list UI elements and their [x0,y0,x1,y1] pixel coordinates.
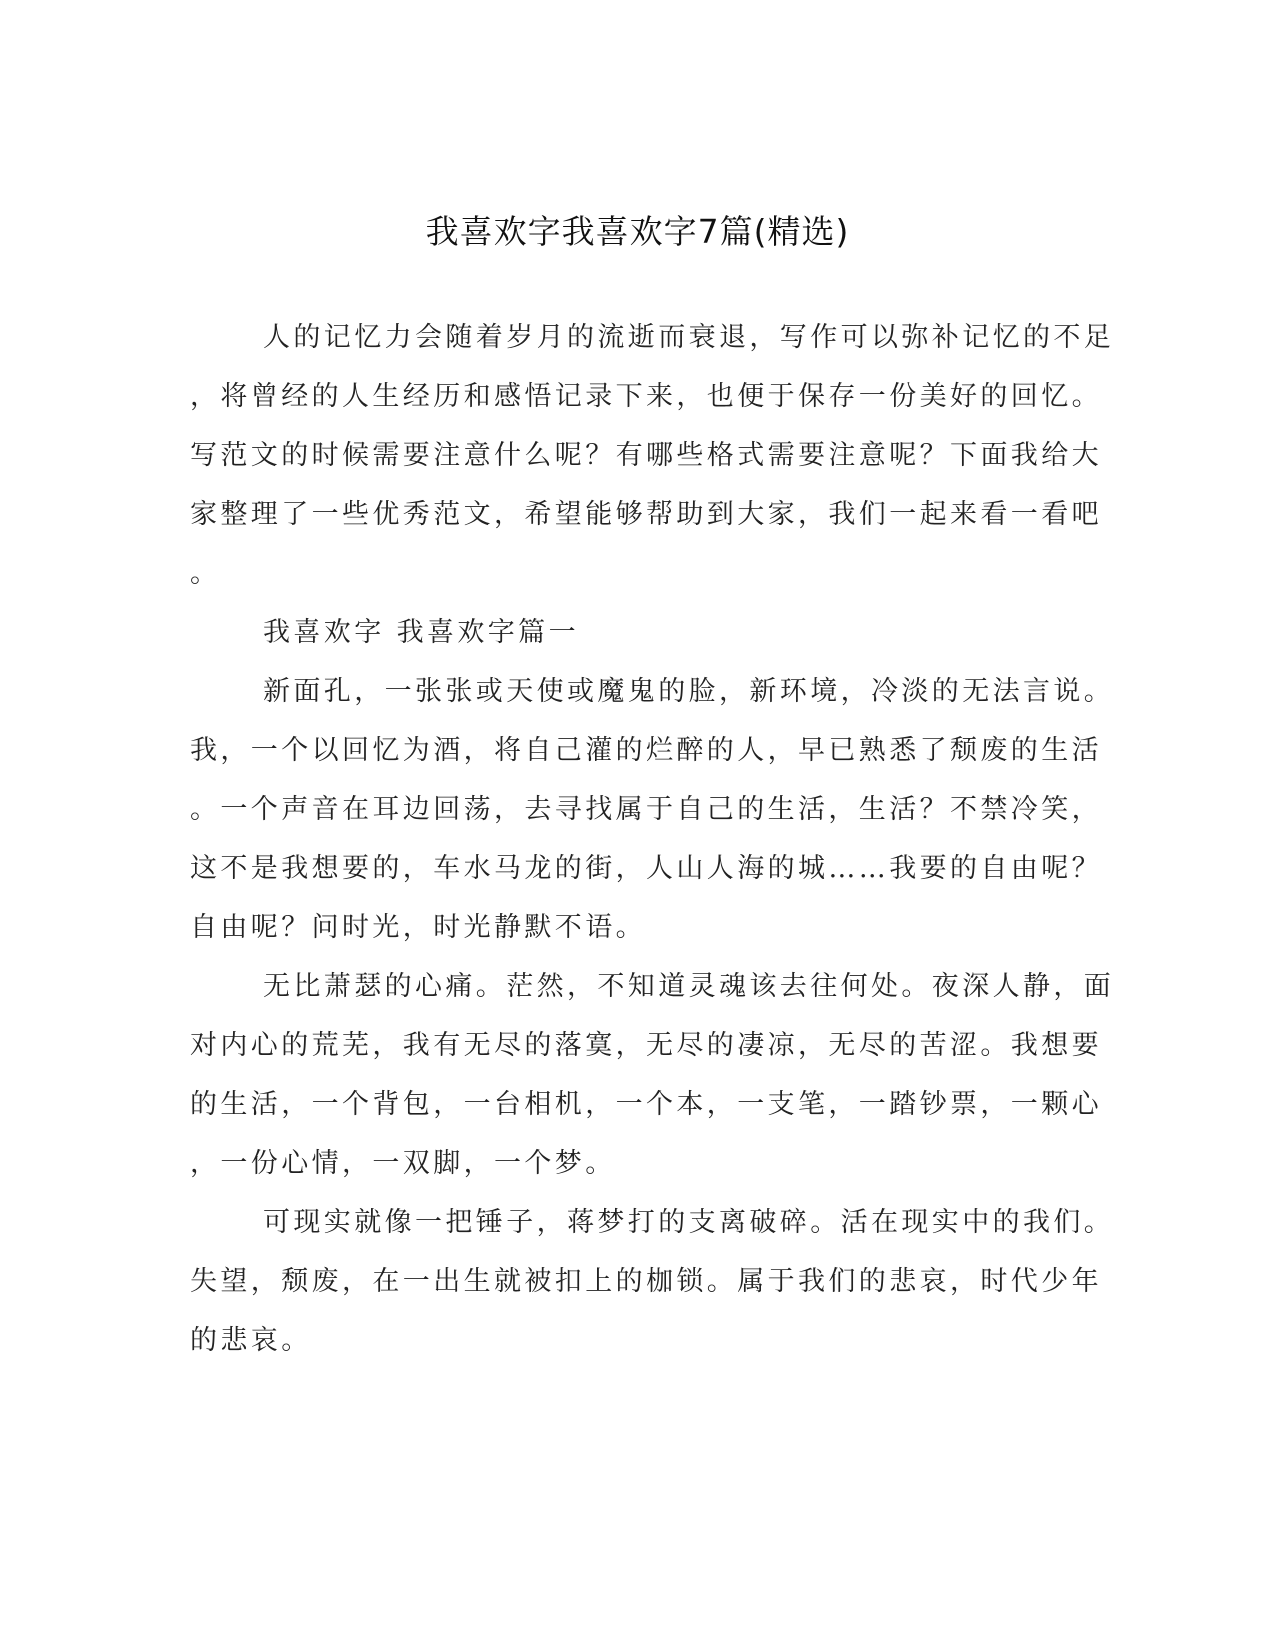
body-line: 可现实就像一把锤子，蒋梦打的支离破碎。活在现实中的我们。 [263,1207,1115,1238]
body-line: ，一份心情，一双脚，一个梦。 [190,1148,616,1179]
body-line: 。一个声音在耳边回荡，去寻找属于自己的生活，生活？不禁冷笑， [190,794,1102,825]
intro-line: 家整理了一些优秀范文，希望能够帮助到大家，我们一起来看一看吧 [190,499,1102,530]
section-heading: 我喜欢字 我喜欢字篇一 [263,617,579,648]
document-title: 我喜欢字我喜欢字7篇(精选) [425,212,850,251]
intro-line: 人的记忆力会随着岁月的流逝而衰退，写作可以弥补记忆的不足 [263,322,1115,353]
body-line: 对内心的荒芜，我有无尽的落寞，无尽的凄凉，无尽的苦涩。我想要 [190,1030,1102,1061]
body-line: 这不是我想要的，车水马龙的街，人山人海的城……我要的自由呢？ [190,853,1102,884]
body-line: 新面孔，一张张或天使或魔鬼的脸，新环境，冷淡的无法言说。 [263,676,1115,707]
body-line: 的生活，一个背包，一台相机，一个本，一支笔，一踏钞票，一颗心 [190,1089,1102,1120]
intro-line: ，将曾经的人生经历和感悟记录下来，也便于保存一份美好的回忆。 [190,381,1102,412]
body-line: 自由呢？问时光，时光静默不语。 [190,912,646,943]
body-line: 的悲哀。 [190,1325,312,1356]
intro-line: 写范文的时候需要注意什么呢？有哪些格式需要注意呢？下面我给大 [190,440,1102,471]
body-line: 我，一个以回忆为酒，将自己灌的烂醉的人，早已熟悉了颓废的生活 [190,735,1102,766]
intro-line: 。 [190,558,221,589]
body-line: 无比萧瑟的心痛。茫然，不知道灵魂该去往何处。夜深人静，面 [263,971,1115,1002]
body-line: 失望，颓废，在一出生就被扣上的枷锁。属于我们的悲哀，时代少年 [190,1266,1102,1297]
